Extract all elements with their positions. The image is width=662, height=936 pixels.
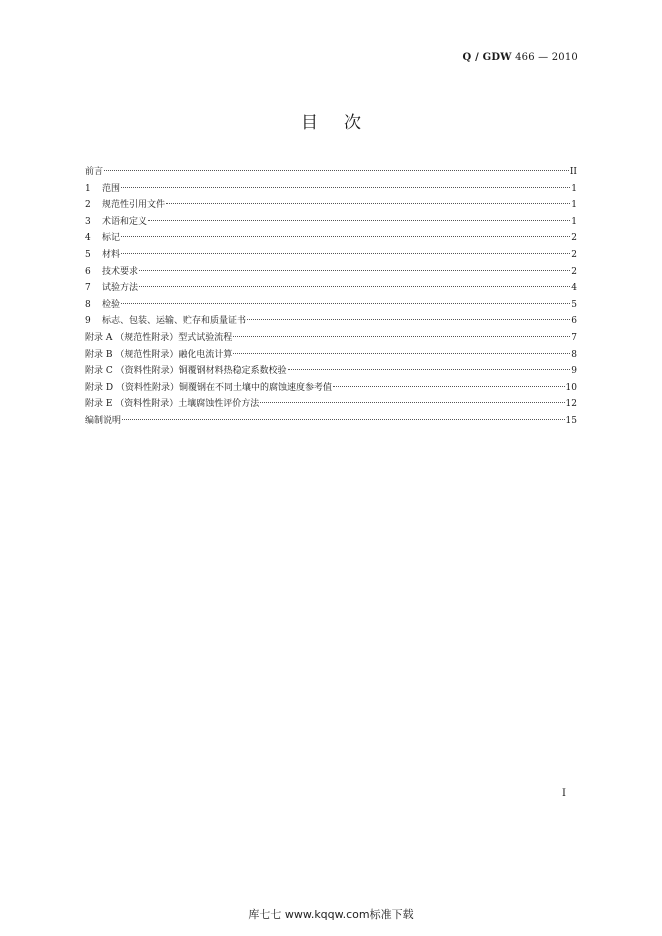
toc-entry-number: 7: [85, 283, 91, 294]
toc-dot-leader: [148, 209, 570, 221]
toc-entry-number: 2: [85, 200, 91, 211]
standard-number: 466 — 2010: [515, 52, 578, 63]
toc-entry-label: 前言: [85, 167, 104, 177]
standard-code: Q / GDW: [462, 52, 512, 63]
toc-entry[interactable]: [85, 411, 577, 428]
toc-entry-label: 试验方法: [102, 283, 139, 294]
toc-entry-number: 9: [85, 316, 91, 327]
toc-entry-page: 2: [571, 233, 577, 244]
table-of-contents: [85, 162, 577, 428]
toc-dot-leader: [166, 192, 570, 204]
toc-dot-leader: [139, 275, 570, 287]
page-title: [0, 108, 662, 133]
toc-entry-label: 检验: [102, 299, 121, 310]
toc-entry-page: 4: [571, 283, 577, 294]
toc-entry-page: 2: [571, 266, 577, 277]
toc-dot-leader: [121, 176, 570, 188]
toc-dot-leader: [122, 408, 565, 420]
toc-dot-leader: [121, 225, 570, 237]
toc-dot-leader: [247, 308, 570, 320]
toc-entry-page: 9: [571, 366, 577, 377]
toc-entry-number: 1: [85, 183, 91, 194]
toc-entry-page: 8: [571, 349, 577, 360]
toc-entry-page: 10: [565, 382, 577, 393]
toc-entry-number: 8: [85, 299, 91, 310]
toc-entry-page: 2: [571, 249, 577, 260]
title-char-1: 目: [301, 113, 318, 133]
toc-dot-leader: [104, 159, 569, 171]
toc-entry-page: 1: [571, 183, 577, 194]
toc-entry-label: 附录 D （资料性附录）铜覆钢在不同土壤中的腐蚀速度参考值: [85, 382, 332, 393]
toc-entry-number: 5: [85, 249, 91, 260]
toc-entry-page: II: [569, 167, 577, 177]
toc-entry-label: 附录 C （资料性附录）铜覆钢材料热稳定系数校验: [85, 366, 287, 377]
toc-entry-number: 4: [85, 233, 91, 244]
standard-header: [463, 52, 578, 63]
toc-dot-leader: [260, 391, 564, 403]
toc-entry-page: 1: [571, 216, 577, 227]
toc-dot-leader: [233, 342, 570, 354]
toc-entry-page: 7: [571, 332, 577, 343]
toc-entry-label: 标记: [102, 233, 121, 244]
toc-entry-page: 15: [565, 415, 577, 426]
toc-entry-number: 6: [85, 266, 91, 277]
toc-entry-page: 6: [571, 316, 577, 327]
toc-entry-label: 编制说明: [85, 415, 122, 426]
page-number: I: [562, 788, 566, 799]
toc-dot-leader: [333, 375, 565, 387]
toc-entry-label: 材料: [102, 249, 121, 260]
footer-watermark[interactable]: 库七七 www.kqqw.com标准下载: [248, 908, 414, 921]
toc-entry-label: 范围: [102, 183, 121, 194]
toc-entry-label: 技术要求: [102, 266, 139, 277]
toc-dot-leader: [288, 358, 571, 370]
title-char-2: 次: [344, 113, 361, 133]
toc-entry-page: 12: [565, 399, 577, 410]
toc-entry-page: 1: [571, 200, 577, 211]
toc-entry-label: 术语和定义: [102, 216, 148, 227]
toc-entry-label: 附录 A （规范性附录）型式试验流程: [85, 332, 233, 343]
toc-entry-label: 附录 B （规范性附录）融化电流计算: [85, 349, 233, 360]
toc-dot-leader: [139, 259, 570, 271]
toc-dot-leader: [121, 292, 570, 304]
toc-entry-label: 规范性引用文件: [102, 200, 166, 211]
toc-entry-page: 5: [571, 299, 577, 310]
toc-dot-leader: [233, 325, 570, 337]
toc-entry-number: 3: [85, 216, 91, 227]
toc-entry-label: 附录 E （资料性附录）土壤腐蚀性评价方法: [85, 399, 260, 410]
toc-dot-leader: [121, 242, 570, 254]
toc-entry-label: 标志、包装、运输、贮存和质量证书: [102, 316, 247, 327]
